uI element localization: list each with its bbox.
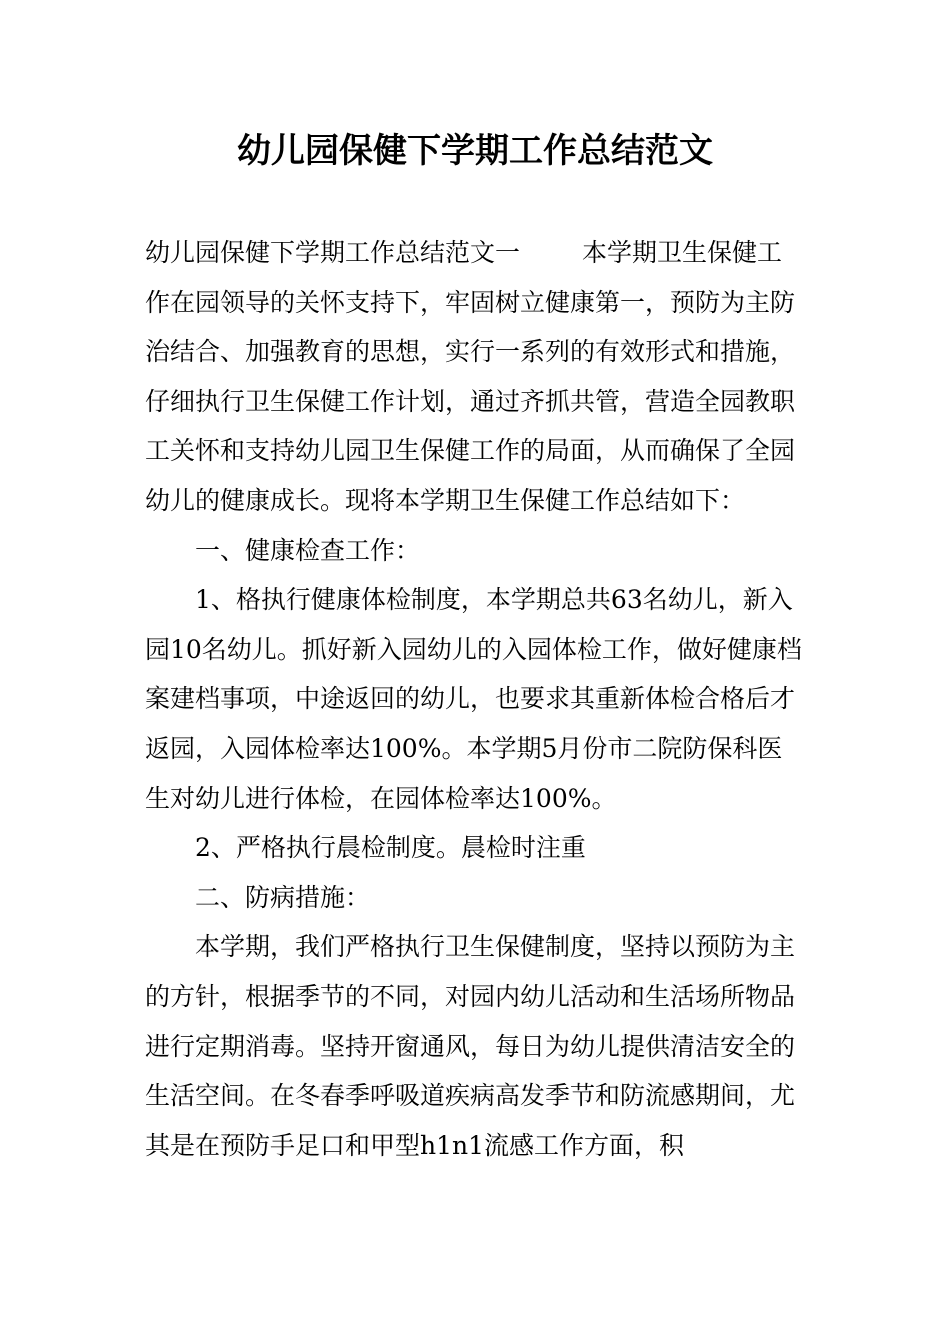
section1-heading: 一、健康检查工作：: [195, 535, 421, 565]
intro-heading: 幼儿园保健下学期工作总结范文一: [145, 238, 521, 267]
document-body: [145, 228, 807, 1170]
section2-body: 本学期，我们严格执行卫生保健制度，坚持以预防为主的方针，根据季节的不同，对园内幼儿活动和生活场所物品进行定期消毒。坚持开窗通风，每日为幼儿提供清洁安全的生活空间。在冬春季呼吸道疾病高发季节和防流感期间，尤其是在预防手足口和甲型h1n1流感工作方面，积: [145, 932, 796, 1160]
document-title: 幼儿园保健下学期工作总结范文: [237, 131, 713, 171]
section2-heading: 二、防病措施：: [195, 882, 371, 912]
intro-body: 本学期卫生保健工作在园领导的关怀支持下，牢固树立健康第一，预防为主防治结合、加强教育的思想，实行一系列的有效形式和措施，仔细执行卫生保健工作计划，通过齐抓共管，营造全园教职工关怀和支持幼儿园卫生保健工作的局面，从而确保了全园幼儿的健康成长。现将本学期卫生保健工作总结如下：: [145, 238, 796, 515]
intro-paragraph: [145, 228, 807, 526]
section1-item2: 2、严格执行晨检制度。晨检时注重: [195, 833, 586, 863]
section1-item1: 1、格执行健康体检制度，本学期总共63名幼儿，新入园10名幼儿。抓好新入园幼儿的入园体检工作，做好健康档案建档事项，中途返回的幼儿，也要求其重新体检合格后才返园，入园体检率达100%。本学期5月份市二院防保科医生对幼儿进行体检，在园体检率达100%。: [145, 585, 802, 813]
